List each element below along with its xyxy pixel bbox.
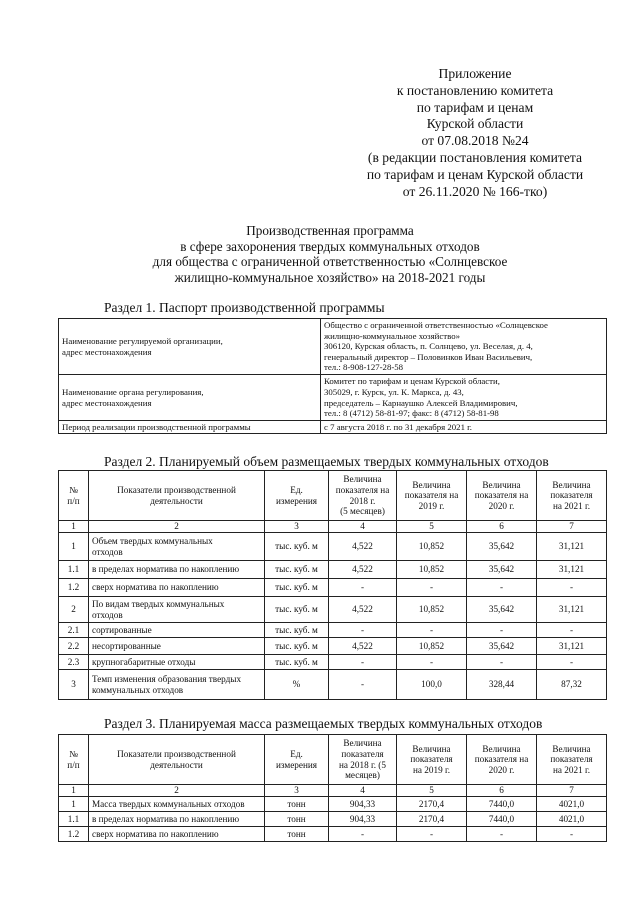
value-2019: 2170,4	[397, 812, 467, 827]
document-title	[120, 223, 540, 285]
passport-value	[321, 421, 607, 434]
table-row	[59, 623, 607, 638]
column-number: 4	[329, 521, 397, 533]
table-header-row	[59, 471, 607, 521]
row-number: 2	[59, 597, 89, 623]
unit: тыс. куб. м	[265, 579, 329, 597]
column-number: 4	[329, 785, 397, 797]
unit: тыс. куб. м	[265, 623, 329, 638]
unit: тыс. куб. м	[265, 638, 329, 655]
column-number: 6	[467, 785, 537, 797]
value-2018: 904,33	[329, 812, 397, 827]
value-2018: 904,33	[329, 797, 397, 812]
value-2018: -	[329, 623, 397, 638]
table-header-row	[59, 735, 607, 785]
table-row	[59, 421, 607, 434]
column-header: № п/п	[59, 735, 89, 785]
indicator-name: сверх норматива по накоплению	[89, 827, 265, 842]
column-header: Величина показателя на 2020 г.	[467, 471, 537, 521]
column-number: 1	[59, 785, 89, 797]
row-number: 2.2	[59, 638, 89, 655]
table-row	[59, 655, 607, 670]
value-line: с 7 августа 2018 г. по 31 декабря 2021 г.	[324, 421, 472, 432]
value-2018: 4,522	[329, 561, 397, 579]
indicator-name: несортированные	[89, 638, 265, 655]
value-2021: 4021,0	[537, 812, 607, 827]
column-number: 7	[537, 785, 607, 797]
value-2019: -	[397, 623, 467, 638]
column-header: Величина показателя на 2021 г.	[537, 471, 607, 521]
appendix-line: от 26.11.2020 № 166-тко)	[402, 183, 548, 199]
indicator-name: крупногабаритные отходы	[89, 655, 265, 670]
value-line: тел.: 8-908-127-28-58	[324, 362, 404, 373]
title-line: жилищно-коммунальное хозяйство» на 2018-2021 годы	[174, 269, 486, 285]
value-2018: 4,522	[329, 638, 397, 655]
unit: тонн	[265, 812, 329, 827]
table-row	[59, 597, 607, 623]
appendix-header	[330, 66, 620, 200]
value-line: председатель – Карнаушко Алексей Владимирович,	[324, 397, 518, 408]
value-2018: -	[329, 655, 397, 670]
value-2018: -	[329, 827, 397, 842]
table-row	[59, 812, 607, 827]
column-number: 6	[467, 521, 537, 533]
label-line: адрес местонахождения	[62, 397, 152, 408]
title-line: для общества с ограниченной ответственностью «Солнцевское	[152, 254, 508, 270]
column-header: Показатели производственной деятельности	[89, 471, 265, 521]
volume-table	[58, 470, 607, 700]
value-2021: 4021,0	[537, 797, 607, 812]
value-line: тел.: 8 (4712) 58-81-97; факс: 8 (4712) 58-81-98	[324, 408, 499, 419]
row-number: 1	[59, 797, 89, 812]
unit: тонн	[265, 827, 329, 842]
label-line: Наименование органа регулирования,	[62, 386, 204, 397]
value-2021: -	[537, 623, 607, 638]
value-2018: -	[329, 579, 397, 597]
indicator-name: По видам твердых коммунальных отходов	[89, 597, 265, 623]
appendix-line: Курской области	[426, 116, 524, 132]
value-2020: 35,642	[467, 638, 537, 655]
value-2020: -	[467, 579, 537, 597]
table-row	[59, 375, 607, 421]
passport-value	[321, 375, 607, 421]
value-2021: 31,121	[537, 561, 607, 579]
column-number: 7	[537, 521, 607, 533]
value-line: Комитет по тарифам и ценам Курской области,	[324, 376, 500, 387]
row-number: 2.1	[59, 623, 89, 638]
column-number: 2	[89, 521, 265, 533]
passport-label	[59, 375, 321, 421]
value-2018: 4,522	[329, 533, 397, 561]
indicator-name: в пределах норматива по накоплению	[89, 812, 265, 827]
value-2018: -	[329, 670, 397, 700]
appendix-line: по тарифам и ценам Курской области	[366, 166, 584, 182]
value-2020: -	[467, 655, 537, 670]
value-2019: 10,852	[397, 638, 467, 655]
column-header: Величина показателя на 2018 г. (5 месяцев)	[329, 735, 397, 785]
row-number: 1.1	[59, 812, 89, 827]
value-2019: 2170,4	[397, 797, 467, 812]
table-row	[59, 561, 607, 579]
row-number: 1	[59, 533, 89, 561]
section2-heading: Раздел 2. Планируемый объем размещаемых твердых коммунальных отходов	[104, 454, 549, 469]
table-row	[59, 638, 607, 655]
title-line: в сфере захоронения твердых коммунальных отходов	[180, 238, 480, 254]
unit: тонн	[265, 797, 329, 812]
table-row	[59, 827, 607, 842]
column-number-row	[59, 785, 607, 797]
value-line: жилищно-коммунальное хозяйство»	[324, 330, 461, 341]
appendix-line: по тарифам и ценам	[416, 99, 534, 115]
mass-table	[58, 734, 607, 842]
value-2018: 4,522	[329, 597, 397, 623]
value-2021: 31,121	[537, 638, 607, 655]
passport-label	[59, 319, 321, 375]
value-2019: -	[397, 655, 467, 670]
section1-heading: Раздел 1. Паспорт производственной программы	[104, 300, 385, 315]
row-number: 2.3	[59, 655, 89, 670]
column-header: Показатели производственной деятельности	[89, 735, 265, 785]
unit: тыс. куб. м	[265, 561, 329, 579]
unit: %	[265, 670, 329, 700]
column-header: Величина показателя на 2021 г.	[537, 735, 607, 785]
table-row	[59, 797, 607, 812]
indicator-name: сортированные	[89, 623, 265, 638]
value-2020: 35,642	[467, 561, 537, 579]
title-line: Производственная программа	[246, 223, 414, 238]
indicator-name: в пределах норматива по накоплению	[89, 561, 265, 579]
value-line: Общество с ограниченной ответственностью «Солнцевское	[324, 320, 548, 331]
value-2020: 7440,0	[467, 812, 537, 827]
indicator-name: сверх норматива по накоплению	[89, 579, 265, 597]
value-2019: 10,852	[397, 533, 467, 561]
unit: тыс. куб. м	[265, 655, 329, 670]
unit: тыс. куб. м	[265, 533, 329, 561]
indicator-name: Объем твердых коммунальных отходов	[89, 533, 265, 561]
unit: тыс. куб. м	[265, 597, 329, 623]
column-number: 2	[89, 785, 265, 797]
value-2020: -	[467, 623, 537, 638]
row-number: 1.1	[59, 561, 89, 579]
column-header: № п/п	[59, 471, 89, 521]
table-row	[59, 319, 607, 375]
column-number: 5	[397, 521, 467, 533]
value-2021: -	[537, 827, 607, 842]
column-header: Величина показателя на 2018 г. (5 месяцев)	[329, 471, 397, 521]
indicator-name: Масса твердых коммунальных отходов	[89, 797, 265, 812]
passport-label	[59, 421, 321, 434]
column-number: 1	[59, 521, 89, 533]
section3-heading: Раздел 3. Планируемая масса размещаемых твердых коммунальных отходов	[104, 716, 543, 731]
passport-table	[58, 318, 607, 434]
table-row	[59, 579, 607, 597]
value-2021: -	[537, 579, 607, 597]
indicator-name: Темп изменения образования твердых коммунальных отходов	[89, 670, 265, 700]
column-header: Величина показателя на 2019 г.	[397, 735, 467, 785]
column-number: 3	[265, 785, 329, 797]
value-2020: 7440,0	[467, 797, 537, 812]
column-number: 3	[265, 521, 329, 533]
appendix-line: к постановлению комитета	[396, 82, 554, 98]
label-line: Период реализации производственной программы	[62, 421, 251, 432]
value-2021: 31,121	[537, 597, 607, 623]
value-2019: -	[397, 827, 467, 842]
appendix-line: Приложение	[438, 66, 512, 81]
value-2021: 87,32	[537, 670, 607, 700]
value-line: 305029, г. Курск, ул. К. Маркса, д. 43,	[324, 386, 464, 397]
table-row	[59, 670, 607, 700]
column-header: Величина показателя на 2019 г.	[397, 471, 467, 521]
row-number: 1.2	[59, 579, 89, 597]
value-2019: 100,0	[397, 670, 467, 700]
value-2020: 35,642	[467, 597, 537, 623]
value-2020: 35,642	[467, 533, 537, 561]
appendix-line: (в редакции постановления комитета	[367, 149, 583, 165]
column-header: Величина показателя на 2020 г.	[467, 735, 537, 785]
column-header: Ед. измерения	[265, 735, 329, 785]
column-number-row	[59, 521, 607, 533]
value-2021: 31,121	[537, 533, 607, 561]
value-line: генеральный директор – Половинков Иван Васильевич,	[324, 351, 533, 362]
row-number: 1.2	[59, 827, 89, 842]
value-2020: -	[467, 827, 537, 842]
value-2019: 10,852	[397, 561, 467, 579]
column-number: 5	[397, 785, 467, 797]
row-number: 3	[59, 670, 89, 700]
value-2020: 328,44	[467, 670, 537, 700]
value-2019: 10,852	[397, 597, 467, 623]
label-line: адрес местонахождения	[62, 346, 152, 357]
value-line: 306120, Курская область, п. Солнцево, ул. Веселая, д. 4,	[324, 341, 533, 352]
table-row	[59, 533, 607, 561]
appendix-line: от 07.08.2018 №24	[421, 133, 529, 149]
value-2019: -	[397, 579, 467, 597]
value-2021: -	[537, 655, 607, 670]
column-header: Ед. измерения	[265, 471, 329, 521]
passport-value	[321, 319, 607, 375]
label-line: Наименование регулируемой организации,	[62, 335, 223, 346]
